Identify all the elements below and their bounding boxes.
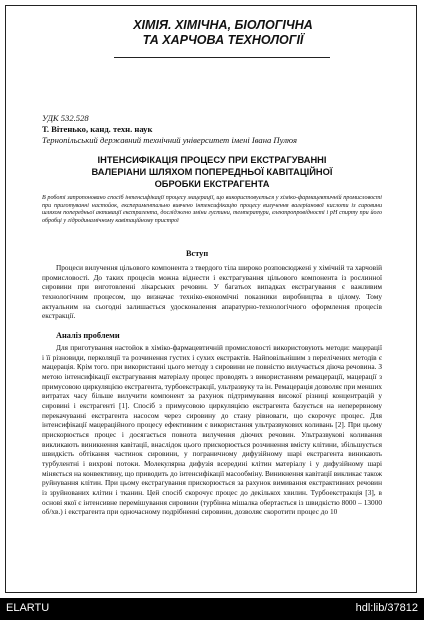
section-title-intro: Вступ	[186, 249, 209, 258]
header-rule	[114, 57, 330, 58]
journal-title-line-1: ХІМІЯ. ХІМІЧНА, БІОЛОГІЧНА	[133, 18, 313, 32]
journal-header	[88, 18, 358, 48]
analysis-paragraph: Для приготування настойок в хіміко-фармацевтичній промисловості використовують методи: мацерації і її різновиди, перколяції та розчинення густих і сухих екстрактів. Найповільнішим з перелічених методів є мацерація. Крім того. при використанні цього методу з сировини не повністю вилучається діюча речовина. З метою інтенсифікації екстрагування матеріалу процес проводять з використанням ремацерації, мацерації з примусовою циркуляцією екстрагента, турбоекстракції, ультразвуку та ін. Ремацерація дозволяє при менших витратах часу більше вилучити компонент за рахунок підтримування високої різниці концентрацій у сировині і екстрагенті [1]. Спосіб з примусовою циркуляцією екстрагента базується на неперервному перекачуванні екстрагента насосом через сировину до стану рівноваги, що скорочує процес. Для інтенсифікації мацераційного процесу ефективним є використання ультразвукових коливань [2]. При цьому прискорюється процес і досягається повнота вилучення діючих речовин. Ультразвукові коливання викликають виникнення кавітації, внаслідок цього прискорюється розчинення вмісту клітини, збільшується швидкість обтікання частинок сировини, у пограничному дифузійному шарі екстрагента виникають турбулентні і вихрові потоки. Молекулярна дифузія всередині клітин матеріалу і у дифузійному шарі міняється на конвективну, що приводить до інтенсифікації масообміну. Виникнення кавітації викликає також руйнування клітин. При цьому екстрагування прискорюється за рахунок вимивання екстрактивних речовин із зруйнованих клітин і тканин. Цей спосіб скорочує процес до декількох хвилин. Турбоекстракція [3], в основі якої є інтенсивне перемішування сировини (турбінна мішалка обертається із швидкістю 8000 – 13000 об/хв.) і екстрагента при одночасному подрібненні сировини, дозволяє скоротити процес до 10	[42, 343, 382, 517]
footer-bar	[0, 598, 424, 620]
article-title	[42, 154, 382, 190]
author-line: Т. Вітенько, канд. техн. наук	[42, 124, 153, 135]
article-title-line-2: ВАЛЕРІАНИ ШЛЯХОМ ПОПЕРЕДНЬОЇ КАВІТАЦІЙНОЇ	[91, 167, 333, 177]
article-meta	[42, 113, 382, 147]
intro-text	[42, 263, 382, 321]
affiliation: Тернопільський державний технічний університет імені Івана Пулюя	[42, 135, 298, 146]
article-title-line-1: ІНТЕНСИФІКАЦІЯ ПРОЦЕСУ ПРИ ЕКСТРАГУВАННІ	[97, 155, 327, 165]
section-title-analysis: Аналіз проблеми	[56, 331, 120, 340]
intro-paragraph: Процеси вилучення цільового компонента з твердого тіла широко розповсюджені у хімічній та харчовій промисловості. До таких процесів можна віднести і екстрагування цільового компонента із рослинної сировини при виготовленні лікарських речовин. У багатьох випадках екстрагування є важливим технологічним процесом, що визначає техніко-економічні показники виробництва в цілому. Тому актуальним на сьогодні залишається удосконалення апаратурно-технологічного оформлення процесів екстракції.	[42, 263, 382, 321]
abstract: В роботі запропоновано спосіб інтенсифікації процесу мацерації, що використовується у хіміко-фармацевтичній промисловості при приготуванні настойок, експериментально вивчено інтенсифікацію процесу вилучення валеріанової кислоти із сировини шляхом попередньої активації екстрагента, досліджено зміни густини, температури, електропровідності і pH спирту при його обробці у гідродинамічному кавітаційному пристрої	[42, 195, 382, 224]
udc-code: УДК 532.528	[42, 113, 89, 123]
article-title-line-3: ОБРОБКИ ЕКСТРАГЕНТА	[154, 179, 270, 189]
analysis-text	[42, 343, 382, 517]
journal-title-line-2: ТА ХАРЧОВА ТЕХНОЛОГІЇ	[142, 33, 304, 47]
repository-name: ELARTU	[6, 602, 50, 614]
handle-id: hdl:lib/37812	[355, 602, 418, 614]
